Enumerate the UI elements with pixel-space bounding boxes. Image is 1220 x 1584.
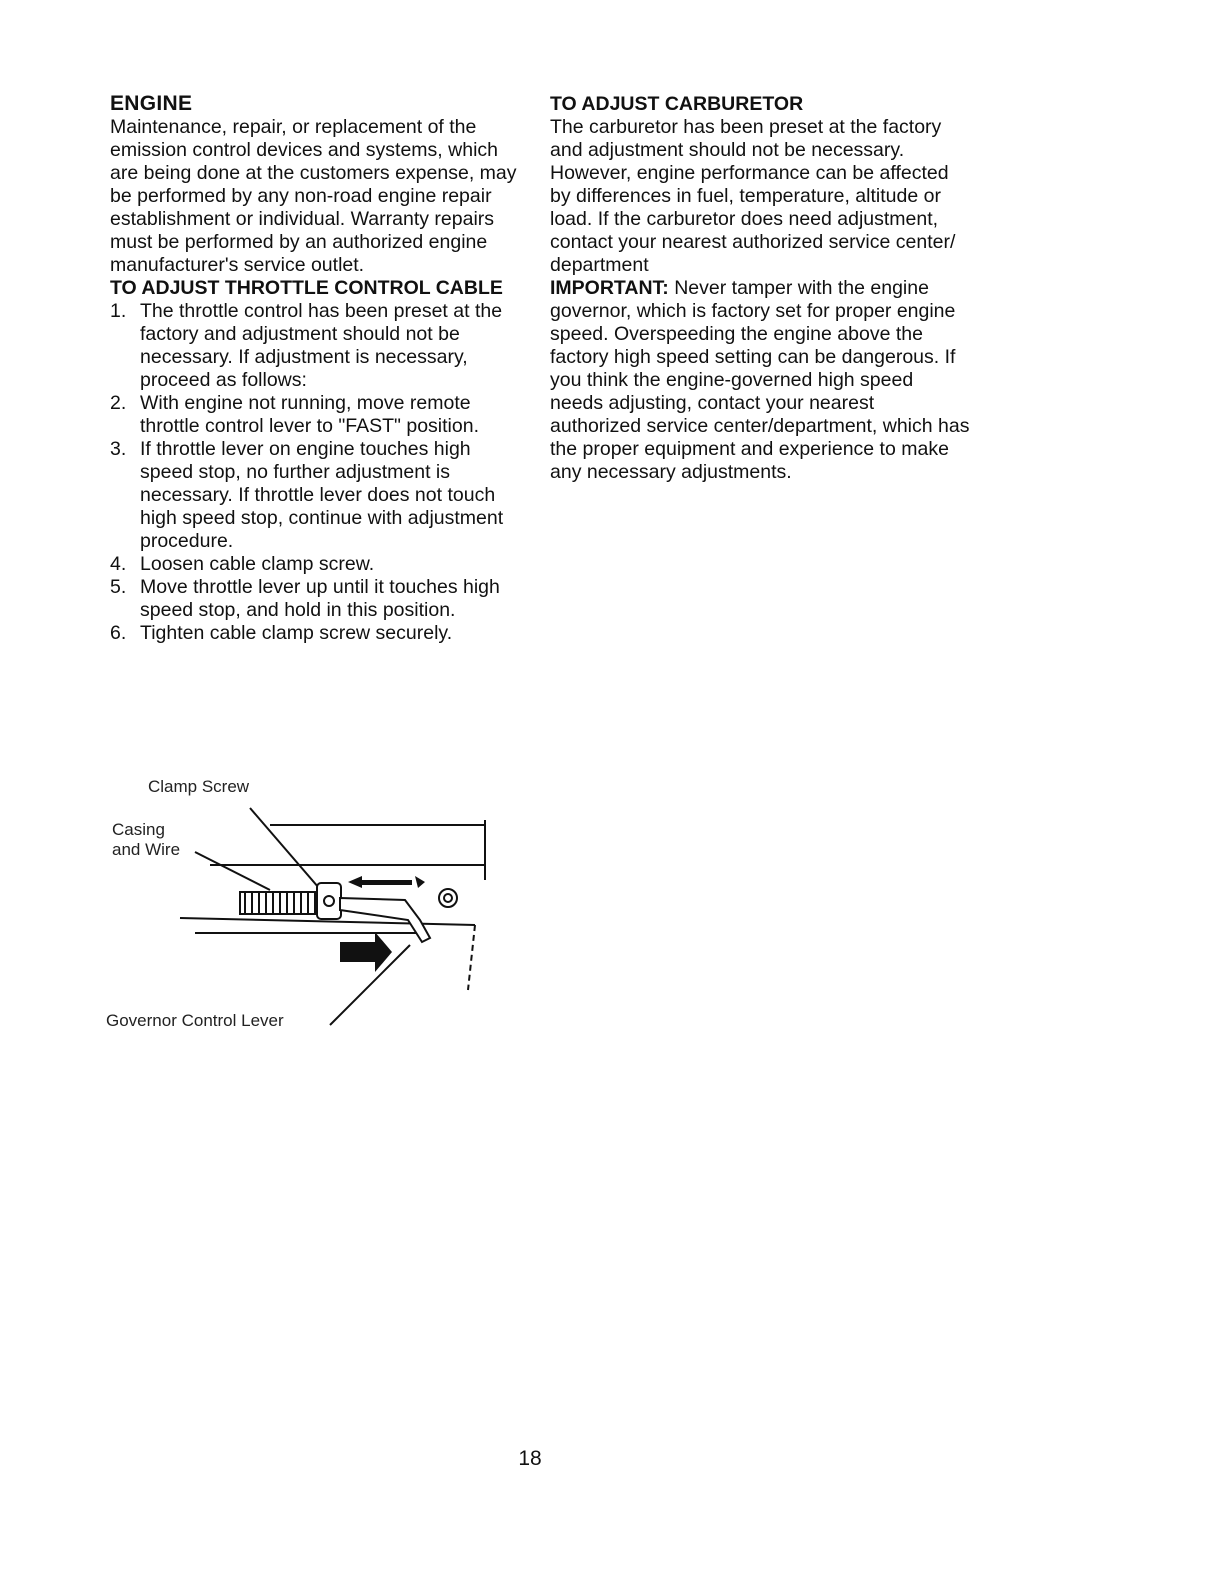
label-clamp-screw: Clamp Screw	[148, 777, 250, 796]
step-item: 2. With engine not running, move remote throttle control lever to "FAST" position.	[110, 392, 479, 437]
step-item: 4. Loosen cable clamp screw.	[110, 553, 375, 575]
label-and-wire: and Wire	[112, 840, 181, 859]
step-item: 6. Tighten cable clamp screw securely.	[110, 622, 453, 644]
important-paragraph	[550, 277, 970, 484]
throttle-cable-diagram	[100, 770, 500, 1040]
left-column	[110, 92, 528, 645]
carburetor-heading: TO ADJUST CARBURETOR	[550, 93, 804, 115]
step-item: 1. The throttle control has been preset at the factory and adjustment should not be necessary. If adjustment is necessary, proceed as follows:	[110, 300, 503, 391]
carburetor-paragraph: The carburetor has been preset at the factory and adjustment should not be necessary. However, engine performance can be affected by differences in fuel, temperature, altitude or load. If the carburetor does need adjustment, contact your nearest authorized service center/ department	[550, 116, 956, 276]
label-casing: Casing	[112, 820, 165, 839]
page-number: 18	[518, 1447, 542, 1470]
throttle-steps	[110, 300, 528, 645]
step-item: 3. If throttle lever on engine touches high speed stop, no further adjustment is necessary. If throttle lever does not touch high speed stop, continue with adjustment procedure.	[110, 438, 504, 552]
important-text: Never tamper with the engine governor, which is factory set for proper engine speed. Overspeeding the engine above the factory high speed setting can be dangerous. If you think the engine-governed high speed needs adjusting, contact your nearest authorized service center/department, which has the proper equipment and experience to make any necessary adjustments.	[550, 277, 970, 483]
step-item: 5. Move throttle lever up until it touches high speed stop, and hold in this position.	[110, 576, 500, 621]
right-column	[550, 92, 970, 484]
throttle-heading: TO ADJUST THROTTLE CONTROL CABLE	[110, 277, 503, 299]
engine-heading: ENGINE	[110, 92, 193, 115]
diagram-illustration	[100, 770, 500, 1040]
label-governor-control-lever: Governor Control Lever	[106, 1011, 284, 1030]
engine-paragraph: Maintenance, repair, or replacement of the emission control devices and systems, which are being done at the customers expense, may be performed by any non-road engine repair establishment or individual. Warranty repairs must be performed by an authorized engine manufacturer's service outlet.	[110, 116, 517, 276]
important-label: IMPORTANT:	[550, 277, 669, 299]
